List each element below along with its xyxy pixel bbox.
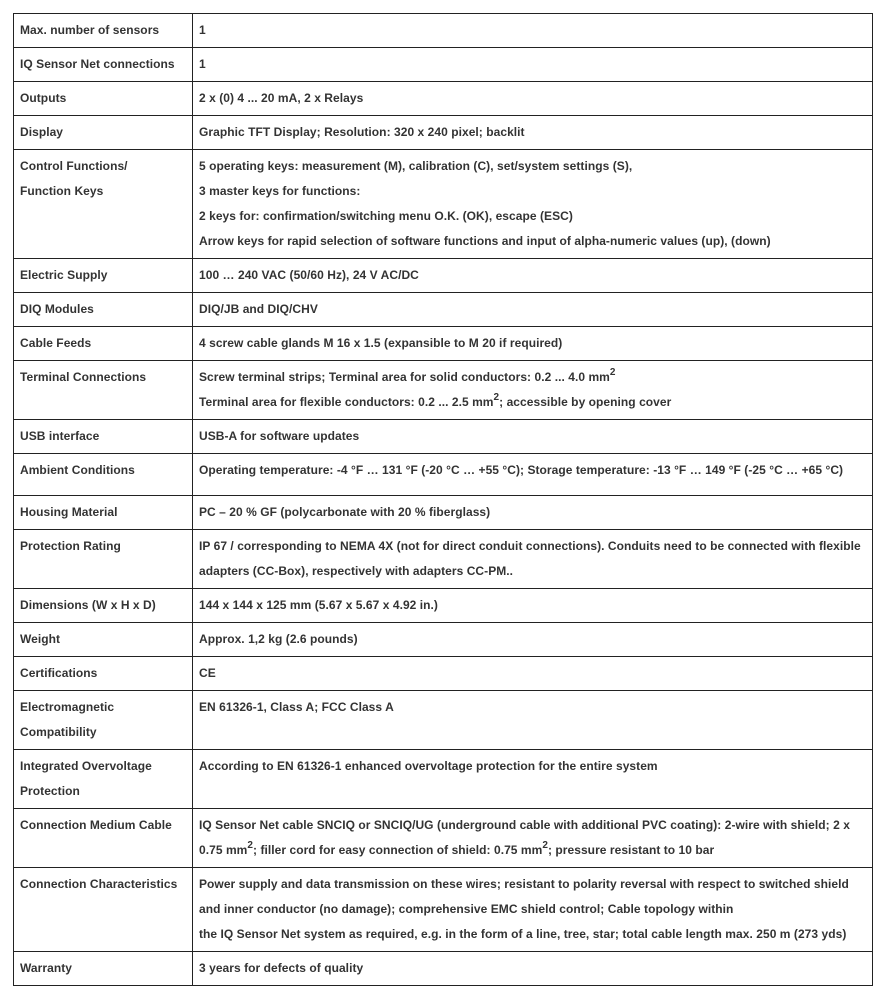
spec-value — [193, 82, 873, 116]
spec-row-display — [14, 116, 873, 150]
spec-value-line — [199, 390, 866, 415]
spec-value-line — [199, 813, 866, 838]
spec-value — [193, 420, 873, 454]
spec-value — [193, 589, 873, 623]
spec-label-line: Max. number of sensors — [20, 23, 160, 37]
spec-label — [14, 750, 193, 809]
spec-value-text: ; pressure resistant to 10 bar — [547, 843, 715, 857]
spec-value-line: 1 — [199, 57, 206, 71]
spec-label-line: Dimensions (W x H x D) — [20, 598, 156, 612]
spec-label-line: Display — [20, 125, 64, 139]
spec-label — [14, 623, 193, 657]
spec-value-line: 144 x 144 x 125 mm (5.67 x 5.67 x 4.92 in.) — [199, 598, 438, 612]
spec-row-housing-material — [14, 496, 873, 530]
spec-row-usb-interface — [14, 420, 873, 454]
spec-value — [193, 14, 873, 48]
spec-value — [193, 691, 873, 750]
spec-row-dimensions-w-x-h-x-d — [14, 589, 873, 623]
spec-value — [193, 952, 873, 986]
spec-value-text: Terminal area for flexible conductors: 0.2 ... 2.5 mm — [199, 395, 494, 409]
spec-value-line: Graphic TFT Display; Resolution: 320 x 240 pixel; backlit — [199, 125, 525, 139]
spec-row-outputs — [14, 82, 873, 116]
spec-label-line: Warranty — [20, 961, 72, 975]
spec-value-line — [199, 838, 866, 863]
spec-label — [14, 691, 193, 750]
spec-row-control-functions-function-keys — [14, 150, 873, 259]
spec-value-line: IP 67 / corresponding to NEMA 4X (not for direct conduit connections). Conduits need to be connected with flexible — [199, 539, 861, 553]
spec-value-line: Power supply and data transmission on these wires; resistant to polarity reversal with respect to switched shield — [199, 877, 849, 891]
spec-label-line: DIQ Modules — [20, 302, 94, 316]
superscript: 2 — [247, 840, 254, 851]
spec-label-line: Cable Feeds — [20, 336, 92, 350]
spec-value-line: CE — [199, 666, 216, 680]
spec-value-line: Approx. 1,2 kg (2.6 pounds) — [199, 632, 358, 646]
spec-label — [14, 327, 193, 361]
spec-label-line: Function Keys — [20, 184, 104, 198]
spec-value-text: ; filler cord for easy connection of shield: 0.75 mm — [253, 843, 543, 857]
spec-label-line: Terminal Connections — [20, 370, 147, 384]
spec-value — [193, 496, 873, 530]
spec-label-line: Electric Supply — [20, 268, 108, 282]
spec-label-line: IQ Sensor Net connections — [20, 57, 175, 71]
spec-value-text: IQ Sensor Net cable SNCIQ or SNCIQ/UG (underground cable with additional PVC coating): 2-wire with shield; 2 x — [199, 818, 850, 832]
spec-value-line: 3 master keys for functions: — [199, 184, 361, 198]
spec-label-line: Weight — [20, 632, 61, 646]
superscript: 2 — [542, 840, 548, 851]
spec-value — [193, 454, 873, 496]
spec-row-connection-characteristics — [14, 868, 873, 952]
spec-label — [14, 420, 193, 454]
spec-value — [193, 868, 873, 952]
spec-label-line: Ambient Conditions — [20, 463, 135, 477]
spec-value — [193, 750, 873, 809]
spec-label-line: Control Functions/ — [20, 159, 128, 173]
spec-value-line: 5 operating keys: measurement (M), calibration (C), set/system settings (S), — [199, 159, 633, 173]
spec-value — [193, 259, 873, 293]
spec-value-text: ; accessible by opening cover — [499, 395, 672, 409]
superscript: 2 — [493, 392, 500, 403]
spec-row-max-number-of-sensors — [14, 14, 873, 48]
spec-value — [193, 116, 873, 150]
spec-value-line: 1 — [199, 23, 206, 37]
spec-value — [193, 657, 873, 691]
spec-label-line: Protection — [20, 784, 80, 798]
spec-value-line: PC – 20 % GF (polycarbonate with 20 % fiberglass) — [199, 505, 491, 519]
spec-label — [14, 530, 193, 589]
spec-label-line: Connection Characteristics — [20, 877, 178, 891]
spec-label — [14, 868, 193, 952]
spec-label — [14, 361, 193, 420]
spec-row-warranty — [14, 952, 873, 986]
spec-row-diq-modules — [14, 293, 873, 327]
spec-label — [14, 809, 193, 868]
spec-row-cable-feeds — [14, 327, 873, 361]
spec-value-line: EN 61326-1, Class A; FCC Class A — [199, 700, 394, 714]
spec-row-weight — [14, 623, 873, 657]
spec-row-integrated-overvoltage-protection — [14, 750, 873, 809]
spec-value-line: According to EN 61326-1 enhanced overvoltage protection for the entire system — [199, 759, 658, 773]
spec-label-line: Electromagnetic — [20, 700, 115, 714]
spec-label — [14, 454, 193, 496]
spec-label — [14, 82, 193, 116]
spec-value-line: 2 x (0) 4 ... 20 mA, 2 x Relays — [199, 91, 364, 105]
spec-value — [193, 150, 873, 259]
spec-label-line: Housing Material — [20, 505, 118, 519]
spec-label-line: Protection Rating — [20, 539, 121, 553]
spec-value-line: adapters (CC-Box), respectively with adapters CC-PM.. — [199, 564, 514, 578]
spec-row-certifications — [14, 657, 873, 691]
spec-value-line: and inner conductor (no damage); comprehensive EMC shield control; Cable topology within — [199, 902, 734, 916]
spec-value — [193, 361, 873, 420]
spec-value-line: 100 … 240 VAC (50/60 Hz), 24 V AC/DC — [199, 268, 419, 282]
spec-label-line: Certifications — [20, 666, 98, 680]
spec-label — [14, 259, 193, 293]
spec-value-line — [199, 365, 866, 390]
spec-value-line: the IQ Sensor Net system as required, e.g. in the form of a line, tree, star; total cable length max. 250 m (273 yds) — [199, 927, 847, 941]
spec-label-line: USB interface — [20, 429, 100, 443]
spec-value-line: Arrow keys for rapid selection of software functions and input of alpha-numeric values (up), (down) — [199, 234, 771, 248]
spec-label — [14, 150, 193, 259]
specifications-table — [13, 13, 873, 986]
spec-value — [193, 530, 873, 589]
spec-value-text: 0.75 mm — [199, 843, 248, 857]
spec-row-ambient-conditions — [14, 454, 873, 496]
spec-label — [14, 657, 193, 691]
spec-row-electromagnetic-compatibility — [14, 691, 873, 750]
spec-label-line: Connection Medium Cable — [20, 818, 172, 832]
spec-row-connection-medium-cable — [14, 809, 873, 868]
spec-label — [14, 48, 193, 82]
spec-value-line: 2 keys for: confirmation/switching menu O.K. (OK), escape (ESC) — [199, 209, 573, 223]
spec-label — [14, 952, 193, 986]
spec-label — [14, 116, 193, 150]
spec-value-line: Operating temperature: -4 °F … 131 °F (-20 °C … +55 °C); Storage temperature: -13 °F … 149 °F (-25 °C … +65 °C) — [199, 463, 844, 477]
spec-value — [193, 293, 873, 327]
spec-label-line: Integrated Overvoltage — [20, 759, 152, 773]
spec-label — [14, 14, 193, 48]
spec-value — [193, 809, 873, 868]
spec-label-line: Compatibility — [20, 725, 97, 739]
spec-value-line: DIQ/JB and DIQ/CHV — [199, 302, 318, 316]
specifications-table-body — [14, 14, 873, 986]
spec-row-iq-sensor-net-connections — [14, 48, 873, 82]
spec-row-electric-supply — [14, 259, 873, 293]
spec-row-terminal-connections — [14, 361, 873, 420]
superscript: 2 — [609, 367, 616, 378]
spec-value-line: USB-A for software updates — [199, 429, 360, 443]
spec-value-line: 3 years for defects of quality — [199, 961, 364, 975]
spec-label — [14, 496, 193, 530]
spec-value-line: 4 screw cable glands M 16 x 1.5 (expansible to M 20 if required) — [199, 336, 563, 350]
spec-label — [14, 293, 193, 327]
spec-value-text: Screw terminal strips; Terminal area for solid conductors: 0.2 ... 4.0 mm — [199, 370, 610, 384]
spec-label — [14, 589, 193, 623]
spec-value — [193, 48, 873, 82]
spec-label-line: Outputs — [20, 91, 67, 105]
spec-row-protection-rating — [14, 530, 873, 589]
spec-value — [193, 327, 873, 361]
spec-value — [193, 623, 873, 657]
